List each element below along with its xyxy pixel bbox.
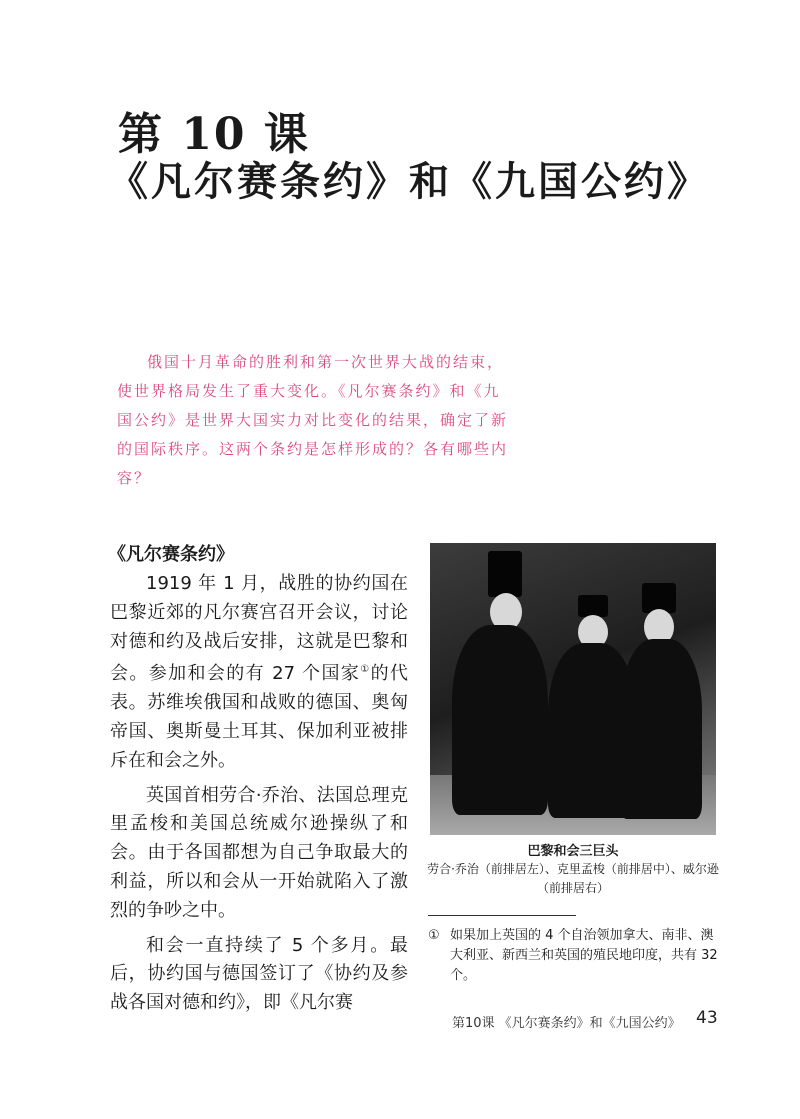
footnote-text: 如果加上英国的 4 个自治领加拿大、南非、澳大利亚、新西兰和英国的殖民地印度，共有 32 个。	[450, 928, 718, 983]
paragraph-1	[110, 570, 408, 776]
figure-caption: 劳合·乔治（前排居左）、克里孟梭（前排居中）、威尔逊（前排居右）	[427, 862, 719, 895]
figure-caption-title: 巴黎和会三巨头	[527, 844, 619, 859]
section-heading: 《凡尔赛条约》	[108, 544, 234, 565]
lesson-number: 第 10 课	[118, 109, 310, 160]
footnote-divider	[428, 915, 576, 916]
page-number: 43	[696, 1008, 718, 1028]
section-body	[110, 570, 408, 1024]
photo-figure-right	[620, 639, 702, 819]
photo-hat-center	[578, 595, 608, 617]
paragraph-2: 英国首相劳合·乔治、法国总理克里孟梭和美国总统威尔逊操纵了和会。由于各国都想为自己争取最大的利益，所以和会从一开始就陷入了激烈的争吵之中。	[110, 784, 408, 921]
footnote-reference: ①	[360, 664, 371, 676]
lesson-title: 《凡尔赛条约》和《九国公约》	[108, 158, 710, 205]
footnote-mark: ①	[428, 928, 440, 943]
footnote	[428, 926, 720, 986]
photo-hat-left	[488, 551, 522, 597]
running-header: 第10课 《凡尔赛条约》和《九国公约》	[452, 1016, 681, 1031]
historical-photo	[430, 543, 716, 835]
paragraph-1-text-cont: 的代表。苏维埃俄国和战败的德国、奥匈帝国、奥斯曼土耳其、保加利亚被排斥在和会之外。	[110, 663, 408, 771]
paragraph-1-text: 1919 年 1 月，战胜的协约国在巴黎近郊的凡尔赛宫召开会议，讨论对德和约及战后安排，这就是巴黎和会。参加和会的有 27 个国家	[110, 573, 408, 685]
paragraph-3: 和会一直持续了 5 个多月。最后，协约国与德国签订了《协约及参战各国对德和约》，即《凡尔赛	[110, 934, 408, 1014]
intro-paragraph: 俄国十月革命的胜利和第一次世界大战的结束，使世界格局发生了重大变化。《凡尔赛条约》和《九国公约》是世界大国实力对比变化的结果，确定了新的国际秩序。这两个条约是怎样形成的？各有哪些内容？	[117, 353, 509, 487]
photo-figure-left	[452, 625, 548, 815]
